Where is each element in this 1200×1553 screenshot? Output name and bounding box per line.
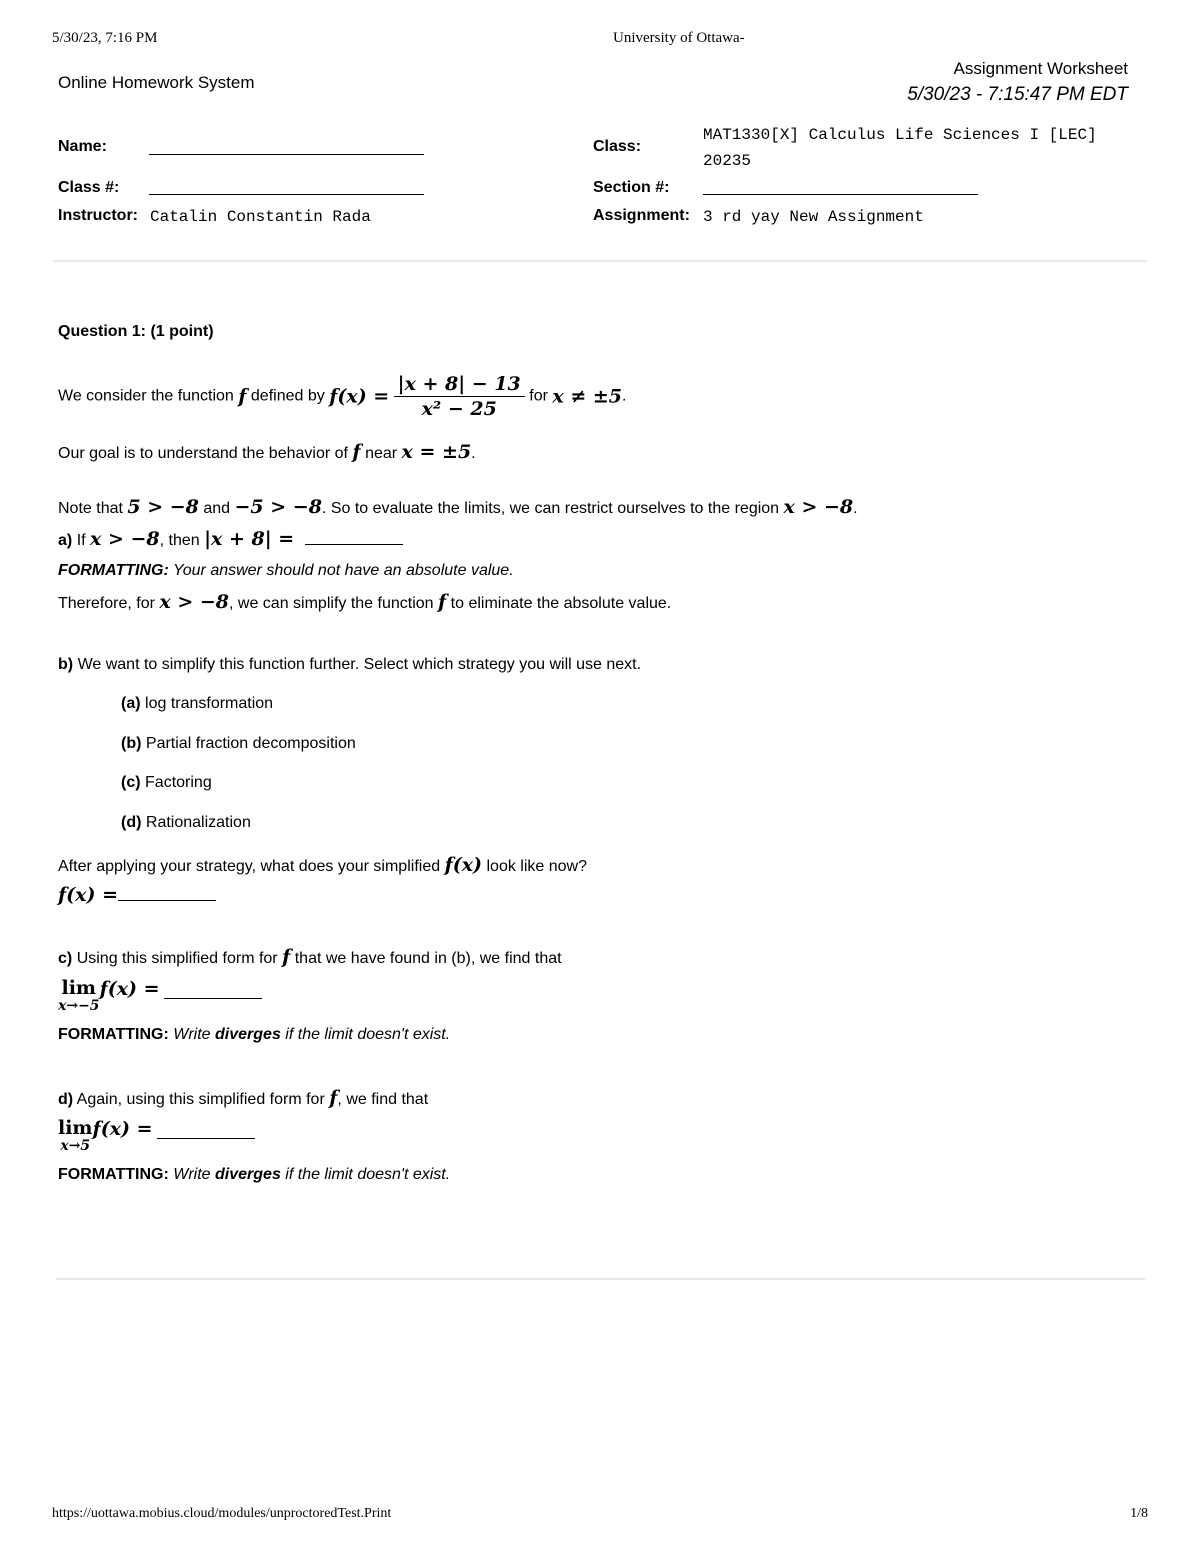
instructor-value: Catalin Constantin Rada <box>150 208 371 226</box>
therefore-text: Therefore, for x > −8, we can simplify the function f to eliminate the absolute value. <box>58 591 672 613</box>
class-value-line1: MAT1330[X] Calculus Life Sciences I [LEC] <box>703 126 1097 144</box>
part-c: c) Using this simplified form for f that we have found in (b), we find that <box>58 946 562 968</box>
part-b: b) We want to simplify this function further. Select which strategy you will use next. <box>58 656 642 673</box>
name-label: Name: <box>58 138 107 155</box>
answer-a-blank <box>305 543 403 545</box>
class-value-line2: 20235 <box>703 152 752 170</box>
option-b[interactable]: (b) Partial fraction decomposition <box>121 735 356 752</box>
header-divider <box>53 260 1147 262</box>
option-c[interactable]: (c) Factoring <box>121 774 212 791</box>
worksheet-title: Assignment Worksheet <box>953 59 1128 78</box>
part-d-formatting: FORMATTING: Write diverges if the limit doesn't exist. <box>58 1166 451 1183</box>
limit-c-blank <box>164 997 262 999</box>
part-c-formatting: FORMATTING: Write diverges if the limit doesn't exist. <box>58 1026 451 1043</box>
system-name: Online Homework System <box>58 73 255 92</box>
class-num-blank <box>149 194 424 195</box>
class-num-label: Class #: <box>58 179 120 196</box>
print-datetime: 5/30/23, 7:16 PM <box>52 30 158 46</box>
name-blank <box>149 154 424 155</box>
footer-page: 1/8 <box>1130 1506 1148 1521</box>
simplified-f: f(x) = <box>58 885 216 907</box>
simplified-f-blank <box>118 899 216 901</box>
part-a-formatting: FORMATTING: Your answer should not have an absolute value. <box>58 562 514 579</box>
note-text: Note that 5 > −8 and −5 > −8. So to evaluate the limits, we can restrict ourselves to the region x > −8. <box>58 496 858 518</box>
footer-url: https://uottawa.mobius.cloud/modules/unproctoredTest.Print <box>52 1506 392 1521</box>
limit-c: lim x→−5 f(x) = <box>58 979 262 1015</box>
question-intro: We consider the function f defined by f(x) = $\frac{|x + 8| - 13}{\text{x² − 25}}$ for x ≠ ±5. <box>58 373 627 420</box>
footer-divider <box>56 1278 1145 1280</box>
after-text: After applying your strategy, what does your simplified f(x) look like now? <box>58 854 587 876</box>
assignment-label: Assignment: <box>593 207 690 224</box>
question-title: Question 1: (1 point) <box>58 323 214 340</box>
class-label: Class: <box>593 138 642 155</box>
part-d: d) Again, using this simplified form for f, we find that <box>58 1087 429 1109</box>
print-site: University of Ottawa- <box>613 30 745 46</box>
worksheet-date: 5/30/23 - 7:15:47 PM EDT <box>907 84 1128 105</box>
option-a[interactable]: (a) log transformation <box>121 695 274 712</box>
section-label: Section #: <box>593 179 670 196</box>
part-a: a) If x > −8, then |x + 8| = <box>58 529 403 551</box>
assignment-value: 3 rd yay New Assignment <box>703 208 924 226</box>
goal-text: Our goal is to understand the behavior of f near x = ±5. <box>58 441 476 463</box>
section-blank <box>703 194 978 195</box>
instructor-label: Instructor: <box>58 207 138 224</box>
limit-d: lim x→5 f(x) = <box>58 1119 255 1155</box>
limit-d-blank <box>157 1137 255 1139</box>
function-fraction: $\frac{|x + 8| - 13}{\text{x² − 25}}$ <box>394 374 525 419</box>
option-d[interactable]: (d) Rationalization <box>121 814 251 831</box>
